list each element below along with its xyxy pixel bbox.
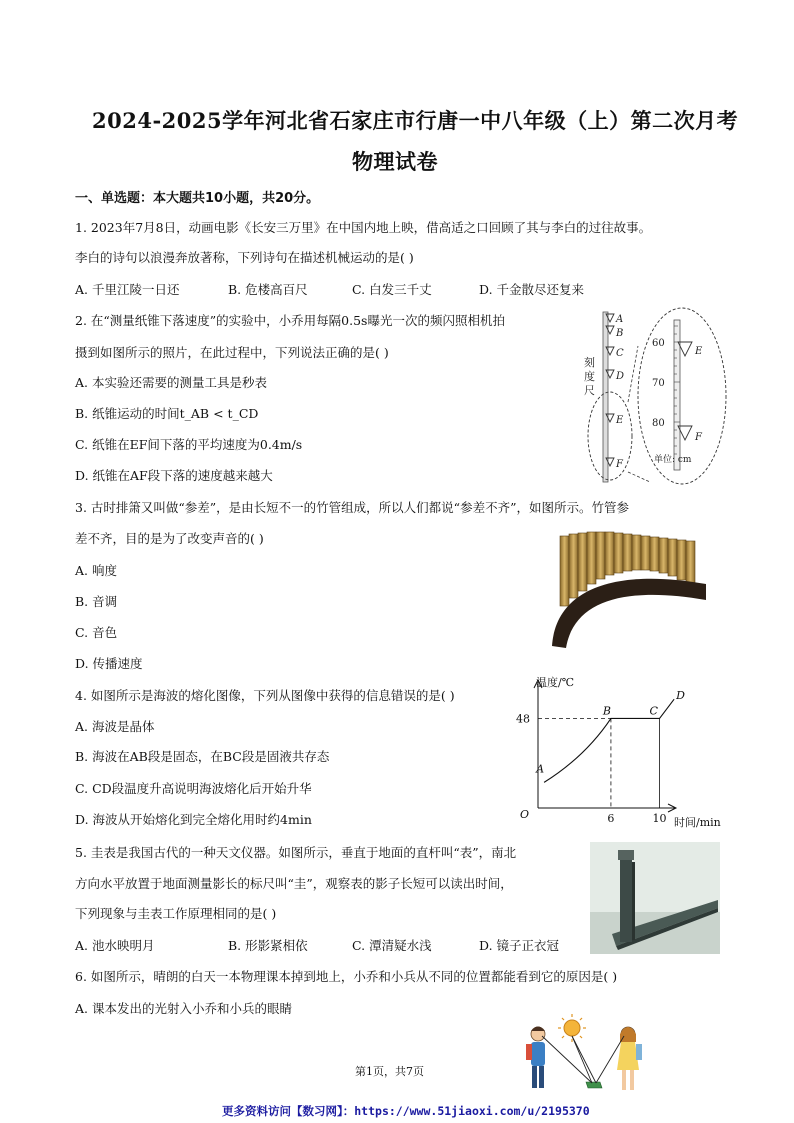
kids-book-illustration [520, 1012, 650, 1098]
q1-option-b: B. 危楼高百尺 [228, 282, 308, 297]
x-tick-6: 6 [607, 812, 615, 825]
cone-label-e: E [616, 415, 624, 426]
q3-stem-line2: 差不齐，目的是为了改变声音的( ) [75, 531, 264, 546]
q4-option-d: D. 海波从开始熔化到完全熔化用时约4min [75, 812, 312, 827]
paper-subtitle: 物理试卷 [352, 149, 438, 174]
point-label-d: D [676, 689, 685, 703]
zoom-tick-80: 80 [652, 418, 665, 429]
point-label-b: B [602, 704, 612, 718]
q6-stem: 6. 如图所示，晴朗的白天一本物理课本掉到地上，小乔和小兵从不同的位置都能看到它的原因是( ) [75, 969, 618, 984]
x-tick-10: 10 [652, 812, 667, 825]
section-heading: 一、单选题：本大题共10小题，共20分。 [75, 191, 320, 206]
page-number: 第1页，共7页 [355, 1065, 424, 1078]
q2-option-a: A. 本实验还需要的测量工具是秒表 [75, 375, 267, 390]
q3-stem-line1: 3. 古时排箫又叫做“参差”，是由长短不一的竹管组成，所以人们都说“参差不齐”，如图所示。竹管参 [75, 500, 629, 515]
cone-label-a: A [616, 314, 624, 325]
q5-stem-line2: 方向水平放置于地面测量影长的标尺叫“圭”，观察表的影子长短可以读出时间， [75, 876, 513, 891]
q3-option-b: B. 音调 [75, 594, 118, 609]
guibiao-photo [590, 842, 720, 954]
q2-option-c: C. 纸锥在EF间下落的平均速度为0.4m/s [75, 437, 303, 452]
ruler-label: 刻度尺 [584, 356, 595, 397]
cone-label-b: B [616, 328, 624, 339]
q3-option-a: A. 响度 [75, 563, 117, 578]
q2-option-d: D. 纸锥在AF段下落的速度越来越大 [75, 468, 273, 483]
q1-option-c: C. 白发三千丈 [352, 282, 432, 297]
q5-stem-line1: 5. 圭表是我国古代的一种天文仪器。如图所示，垂直于地面的直杆叫“表”，南北 [75, 845, 517, 860]
q4-option-a: A. 海波是晶体 [75, 719, 155, 734]
q5-option-b: B. 形影紧相依 [228, 938, 308, 953]
q3-option-c: C. 音色 [75, 625, 118, 640]
q1-option-d: D. 千金散尽还复来 [479, 282, 585, 297]
zoom-label-f: F [695, 432, 702, 443]
point-label-a: A [536, 762, 545, 776]
paper-title: 2024-2025学年河北省石家庄市行唐一中八年级（上）第二次月考 [92, 108, 739, 133]
q2-option-b: B. 纸锥运动的时间t_AB < t_CD [75, 406, 259, 421]
q1-option-a: A. 千里江陵一日还 [75, 282, 180, 297]
q4-option-b: B. 海波在AB段是固态，在BC段是固液共存态 [75, 749, 330, 764]
q5-option-a: A. 池水映明月 [75, 938, 155, 953]
q4-stem: 4. 如图所示是海波的熔化图像，下列从图像中获得的信息错误的是( ) [75, 688, 455, 703]
paper-cone-figure [570, 306, 730, 490]
melting-chart [506, 672, 746, 832]
q3-option-d: D. 传播速度 [75, 656, 143, 671]
q5-stem-line3: 下列现象与圭表工作原理相同的是( ) [75, 906, 277, 921]
q2-stem-line1: 2. 在“测量纸锥下落速度”的实验中，小乔用每隔0.5s曝光一次的频闪照相机拍 [75, 313, 505, 328]
pan-flute-image [546, 528, 716, 654]
zoom-label-e: E [695, 346, 703, 357]
cone-label-d: D [616, 371, 625, 382]
resource-link[interactable]: 更多资料访问【数习网】：https://www.51jiaoxi.com/u/2195370 [222, 1104, 590, 1118]
zoom-tick-70: 70 [652, 378, 665, 389]
ruler-label-ch1: 刻 [584, 356, 595, 369]
origin-label: O [520, 808, 530, 821]
y-tick-48: 48 [516, 712, 530, 726]
point-label-c: C [649, 704, 658, 718]
q6-option-a: A. 课本发出的光射入小乔和小兵的眼睛 [75, 1001, 292, 1016]
zoom-tick-60: 60 [652, 338, 665, 349]
q5-option-d: D. 镜子正衣冠 [479, 938, 560, 953]
y-axis-label: 温度/℃ [536, 676, 575, 689]
q1-stem-line2: 李白的诗句以浪漫奔放著称，下列诗句在描述机械运动的是( ) [75, 250, 414, 265]
unit-label: 单位: cm [654, 455, 692, 465]
q1-stem-line1: 1. 2023年7月8日，动画电影《长安三万里》在中国内地上映，借高适之口回顾了其与李白的过往故事。 [75, 220, 652, 235]
q5-option-c: C. 潭清疑水浅 [352, 938, 432, 953]
cone-label-f: F [616, 459, 623, 470]
q4-option-c: C. CD段温度升高说明海波熔化后开始升华 [75, 781, 312, 796]
x-axis-label: 时间/min [674, 816, 721, 829]
q2-stem-line2: 摄到如图所示的照片，在此过程中，下列说法正确的是( ) [75, 345, 389, 360]
cone-label-c: C [616, 348, 624, 359]
